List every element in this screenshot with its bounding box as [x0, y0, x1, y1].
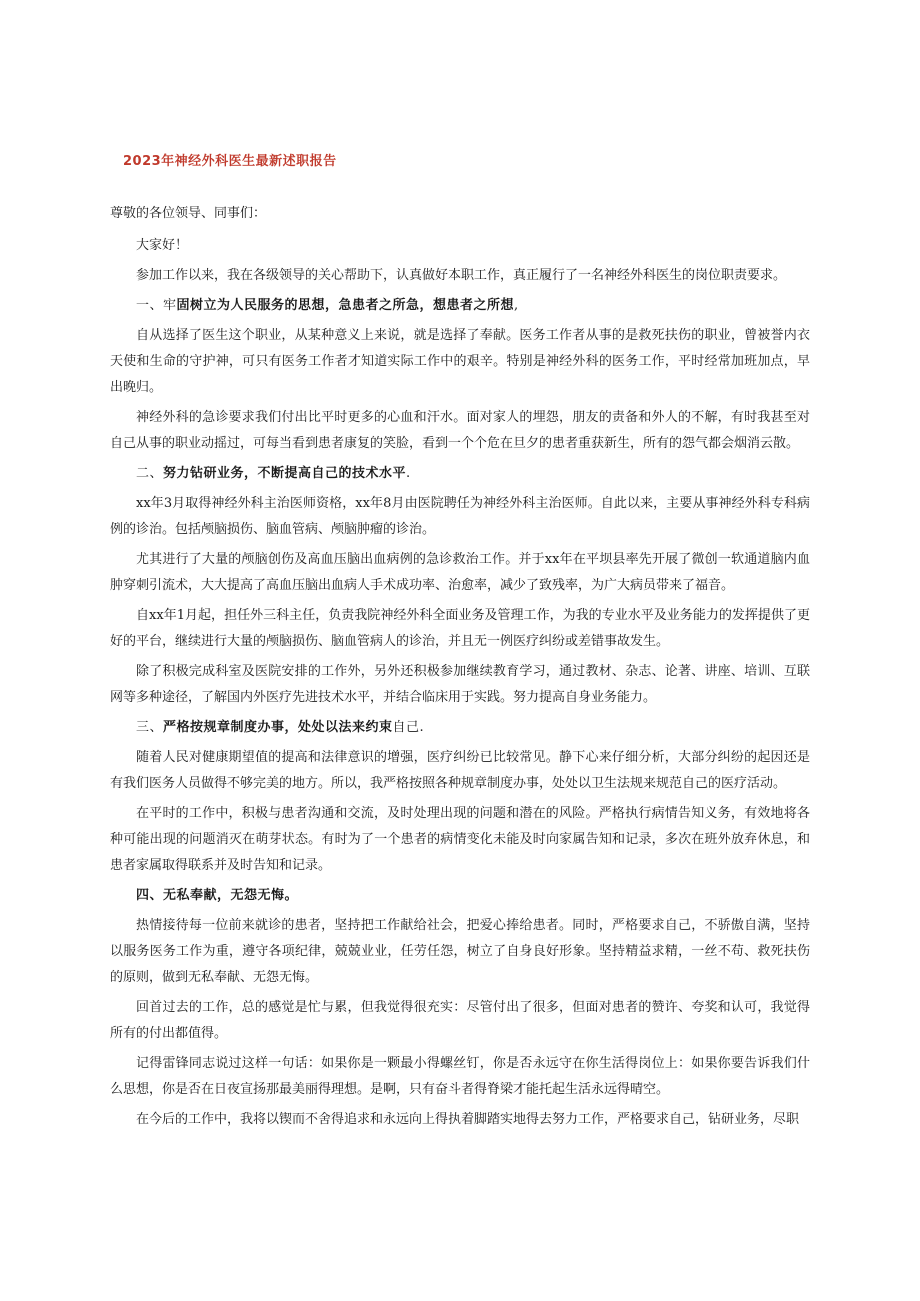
- section3-paragraph-2: 在平时的工作中，积极与患者沟通和交流，及时处理出现的问题和潜在的风险。严格执行病情告知义务，有效地将各种可能出现的问题消灭在萌芽状态。有时为了一个患者的病情变化未能及时向家属告知和记录，多次在班外放弃休息，和患者家属取得联系并及时告知和记录。: [110, 806, 810, 873]
- section-heading-2-prefix: 二、: [136, 466, 164, 481]
- greeting: 大家好！: [136, 238, 189, 253]
- section4-paragraph-3: 记得雷锋同志说过这样一句话：如果你是一颗最小得螺丝钉，你是否永远守在你生活得岗位上：如果你要告诉我们什么思想，你是否在日夜宣扬那最美丽得理想。是啊，只有奋斗者得脊梁才能托起生活永远得晴空。: [110, 1056, 810, 1097]
- section-heading-2-tail: .: [406, 466, 411, 481]
- document-body: [110, 201, 810, 1137]
- section-heading-3-tail: 自己.: [392, 720, 425, 735]
- section-heading-3-text: 严格按规章制度办事，处处以法来约束: [163, 720, 393, 735]
- intro-paragraph: 参加工作以来，我在各级领导的关心帮助下，认真做好本职工作，真正履行了一名神经外科医生的岗位职责要求。: [136, 268, 787, 283]
- section-heading-1-text: 固树立为人民服务的思想，急患者之所急，想患者之所想: [176, 298, 515, 313]
- section-heading-1: [110, 293, 810, 319]
- section3-paragraph-1: 随着人民对健康期望值的提高和法律意识的增强，医疗纠纷已比较常见。静下心来仔细分析，大部分纠纷的起因还是有我们医务人员做得不够完美的地方。所以，我严格按照各种规章制度办事，处处以卫生法规来规范自己的医疗活动。: [110, 750, 810, 791]
- section-heading-3: [110, 715, 810, 741]
- section2-paragraph-4: 除了积极完成科室及医院安排的工作外，另外还积极参加继续教育学习，通过教材、杂志、论著、讲座、培训、互联网等多种途径，了解国内外医疗先进技术水平，并结合临床用于实践。努力提高自身业务能力。: [110, 664, 810, 705]
- section-heading-4: [110, 883, 810, 909]
- section-heading-1-tail: ,: [514, 298, 519, 313]
- section2-paragraph-3: 自xx年1月起，担任外三科主任，负责我院神经外科全面业务及管理工作，为我的专业水平及业务能力的发挥提供了更好的平台，继续进行大量的颅脑损伤、脑血管病人的诊治，并且无一例医疗纠纷或差错事故发生。: [110, 608, 810, 649]
- salutation: 尊敬的各位领导、同事们：: [110, 206, 267, 221]
- section2-paragraph-1: xx年3月取得神经外科主治医师资格，xx年8月由医院聘任为神经外科主治医师。自此以来，主要从事神经外科专科病例的诊治。包括颅脑损伤、脑血管病、颅脑肿瘤的诊治。: [110, 496, 810, 537]
- section-heading-2-text: 努力钻研业务，不断提高自己的技术水平: [163, 466, 407, 481]
- section4-paragraph-4: 在今后的工作中，我将以锲而不舍得追求和永远向上得执着脚踏实地得去努力工作，严格要求自己，钻研业务，尽职: [136, 1112, 800, 1127]
- section-heading-3-prefix: 三、: [136, 720, 164, 735]
- section-heading-2: [110, 461, 810, 487]
- section1-paragraph-2: 神经外科的急诊要求我们付出比平时更多的心血和汗水。面对家人的埋怨，朋友的责备和外人的不解，有时我甚至对自己从事的职业动摇过，可每当看到患者康复的笑脸，看到一个个危在旦夕的患者重获新生，所有的怨气都会烟消云散。: [110, 410, 810, 451]
- section-heading-1-prefix: 一、牢: [136, 298, 177, 313]
- section2-paragraph-2: 尤其进行了大量的颅脑创伤及高血压脑出血病例的急诊救治工作。并于xx年在平坝县率先开展了微创一软通道脑内血肿穿刺引流术，大大提高了高血压脑出血病人手术成功率、治愈率，减少了致残率，为广大病员带来了福音。: [110, 552, 810, 593]
- section4-paragraph-2: 回首过去的工作，总的感觉是忙与累，但我觉得很充实：尽管付出了很多，但面对患者的赞许、夸奖和认可，我觉得所有的付出都值得。: [110, 1000, 810, 1041]
- section4-paragraph-1: 热情接待每一位前来就诊的患者，坚持把工作献给社会，把爱心捧给患者。同时，严格要求自己，不骄傲自满，坚持以服务医务工作为重，遵守各项纪律，兢兢业业，任劳任怨，树立了自身良好形象。坚持精益求精，一丝不苟、救死扶伤的原则，做到无私奉献、无怨无悔。: [110, 918, 810, 985]
- section-heading-4-text: 四、无私奉献，无怨无悔。: [136, 888, 299, 903]
- section1-paragraph-1: 自从选择了医生这个职业，从某种意义上来说，就是选择了奉献。医务工作者从事的是救死扶伤的职业，曾被誉内衣天使和生命的守护神，可只有医务工作者才知道实际工作中的艰辛。特别是神经外科的医务工作，平时经常加班加点，早出晚归。: [110, 328, 810, 395]
- document-title: 2023年神经外科医生最新述职报告: [123, 154, 337, 169]
